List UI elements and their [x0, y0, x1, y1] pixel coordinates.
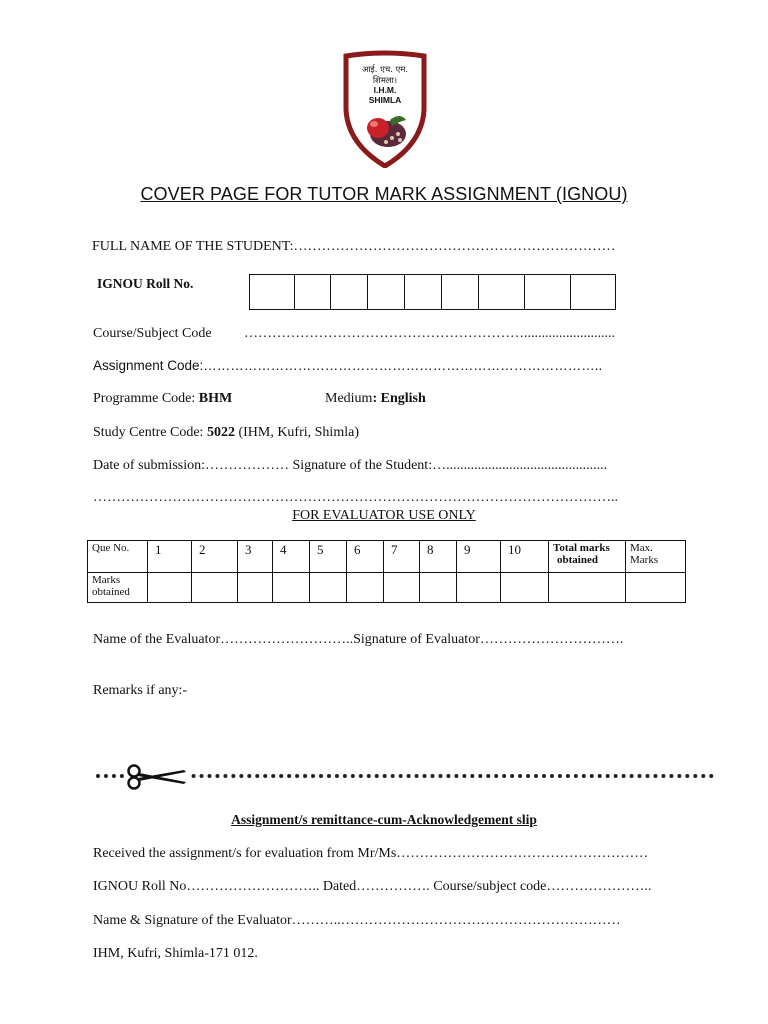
- marks-cell[interactable]: [501, 573, 549, 603]
- marks-cell[interactable]: [457, 573, 501, 603]
- max-marks-line2: Marks: [630, 554, 659, 566]
- ihm-shimla-logo: [340, 50, 430, 168]
- programme-code-label: Programme Code:: [93, 391, 199, 406]
- study-centre-code: 5022: [206, 425, 235, 440]
- logo-shimla: SHIMLA: [368, 95, 402, 105]
- roll-digit-box[interactable]: [250, 275, 295, 309]
- marks-cell[interactable]: [238, 573, 273, 603]
- marks-obtained-line1: Marks: [92, 574, 121, 586]
- marks-cell[interactable]: [310, 573, 347, 603]
- max-marks-header: [626, 541, 686, 573]
- roll-digit-box[interactable]: [331, 275, 368, 309]
- marks-table: [87, 540, 686, 603]
- roll-digit-box[interactable]: [525, 275, 571, 309]
- question-number: 9: [457, 541, 501, 573]
- logo-hindi-line1: आई. एच. एम.: [361, 65, 409, 75]
- medium-label: Medium: [325, 391, 373, 406]
- total-marks-line1: Total marks: [553, 542, 610, 554]
- institute-address: IHM, Kufri, Shimla-171 012.: [93, 946, 258, 961]
- max-marks-cell[interactable]: [626, 573, 686, 603]
- course-code-label: Course/Subject Code: [93, 326, 212, 341]
- que-no-label: Que No.: [88, 541, 148, 573]
- question-number: 3: [238, 541, 273, 573]
- programme-code: [93, 391, 232, 407]
- marks-cell[interactable]: [148, 573, 192, 603]
- marks-cell[interactable]: [192, 573, 238, 603]
- study-centre: [93, 425, 359, 441]
- roll-digit-box[interactable]: [479, 275, 525, 309]
- marks-cell[interactable]: [273, 573, 310, 603]
- received-from-field[interactable]: Received the assignment/s for evaluation from Mr/Ms………………………………………………: [93, 846, 649, 861]
- table-row: [88, 573, 686, 603]
- study-centre-label: Study Centre Code:: [93, 425, 207, 440]
- slip-roll-date-course-field[interactable]: IGNOU Roll No……………………….. Dated……………. Course/subject code…………………..: [93, 879, 652, 894]
- question-number: 7: [384, 541, 420, 573]
- question-number: 5: [310, 541, 347, 573]
- marks-cell[interactable]: [420, 573, 457, 603]
- full-name-field[interactable]: FULL NAME OF THE STUDENT:……………………………………………………………: [92, 239, 616, 254]
- question-number: 1: [148, 541, 192, 573]
- marks-cell[interactable]: [384, 573, 420, 603]
- cut-line: [96, 774, 714, 786]
- marks-obtained-label: [88, 573, 148, 603]
- dotted-line: …………………………………………………………………………………………………..: [93, 490, 618, 505]
- roll-digit-box[interactable]: [571, 275, 615, 309]
- logo-hindi-line2: शिमला।: [372, 76, 398, 86]
- assignment-code-field[interactable]: Assignment Code:……………………………………………………………………………..: [93, 358, 603, 373]
- marks-cell[interactable]: [347, 573, 384, 603]
- roll-digit-box[interactable]: [405, 275, 442, 309]
- medium-value: : English: [372, 391, 426, 406]
- total-marks-cell[interactable]: [549, 573, 626, 603]
- programme-code-value: BHM: [198, 391, 233, 406]
- question-number: 6: [347, 541, 384, 573]
- marks-obtained-line2: obtained: [92, 586, 130, 598]
- question-number: 2: [192, 541, 238, 573]
- remarks-label: Remarks if any:-: [93, 683, 188, 698]
- scissors-icon: [126, 764, 188, 790]
- logo-ihm: I.H.M.: [373, 85, 397, 95]
- medium: [325, 391, 426, 407]
- slip-heading: Assignment/s remittance-cum-Acknowledgement slip: [231, 812, 537, 827]
- max-marks-line1: Max.: [630, 542, 653, 554]
- roll-digit-box[interactable]: [295, 275, 331, 309]
- roll-digit-box[interactable]: [442, 275, 479, 309]
- roll-digit-box[interactable]: [368, 275, 405, 309]
- page-title: COVER PAGE FOR TUTOR MARK ASSIGNMENT (IGNOU): [140, 184, 628, 204]
- roll-number-boxes: [249, 274, 616, 310]
- study-centre-name: (IHM, Kufri, Shimla): [234, 425, 359, 440]
- total-marks-header: [549, 541, 626, 573]
- roll-number-label: IGNOU Roll No.: [97, 276, 194, 291]
- course-code-field[interactable]: ……………………………………………………..........................: [244, 326, 615, 341]
- table-row: [88, 541, 686, 573]
- evaluator-heading: FOR EVALUATOR USE ONLY: [292, 508, 476, 523]
- question-number: 8: [420, 541, 457, 573]
- slip-evaluator-field[interactable]: Name & Signature of the Evaluator………..……………………………………………………: [93, 913, 621, 928]
- evaluator-signature-field[interactable]: Name of the Evaluator………………………..Signature of Evaluator………………………….: [93, 632, 624, 647]
- total-marks-line2: obtained: [557, 554, 598, 566]
- question-number: 10: [501, 541, 549, 573]
- submission-signature-field[interactable]: Date of submission:……………… Signature of the Student:…..............................................: [93, 458, 608, 473]
- question-number: 4: [273, 541, 310, 573]
